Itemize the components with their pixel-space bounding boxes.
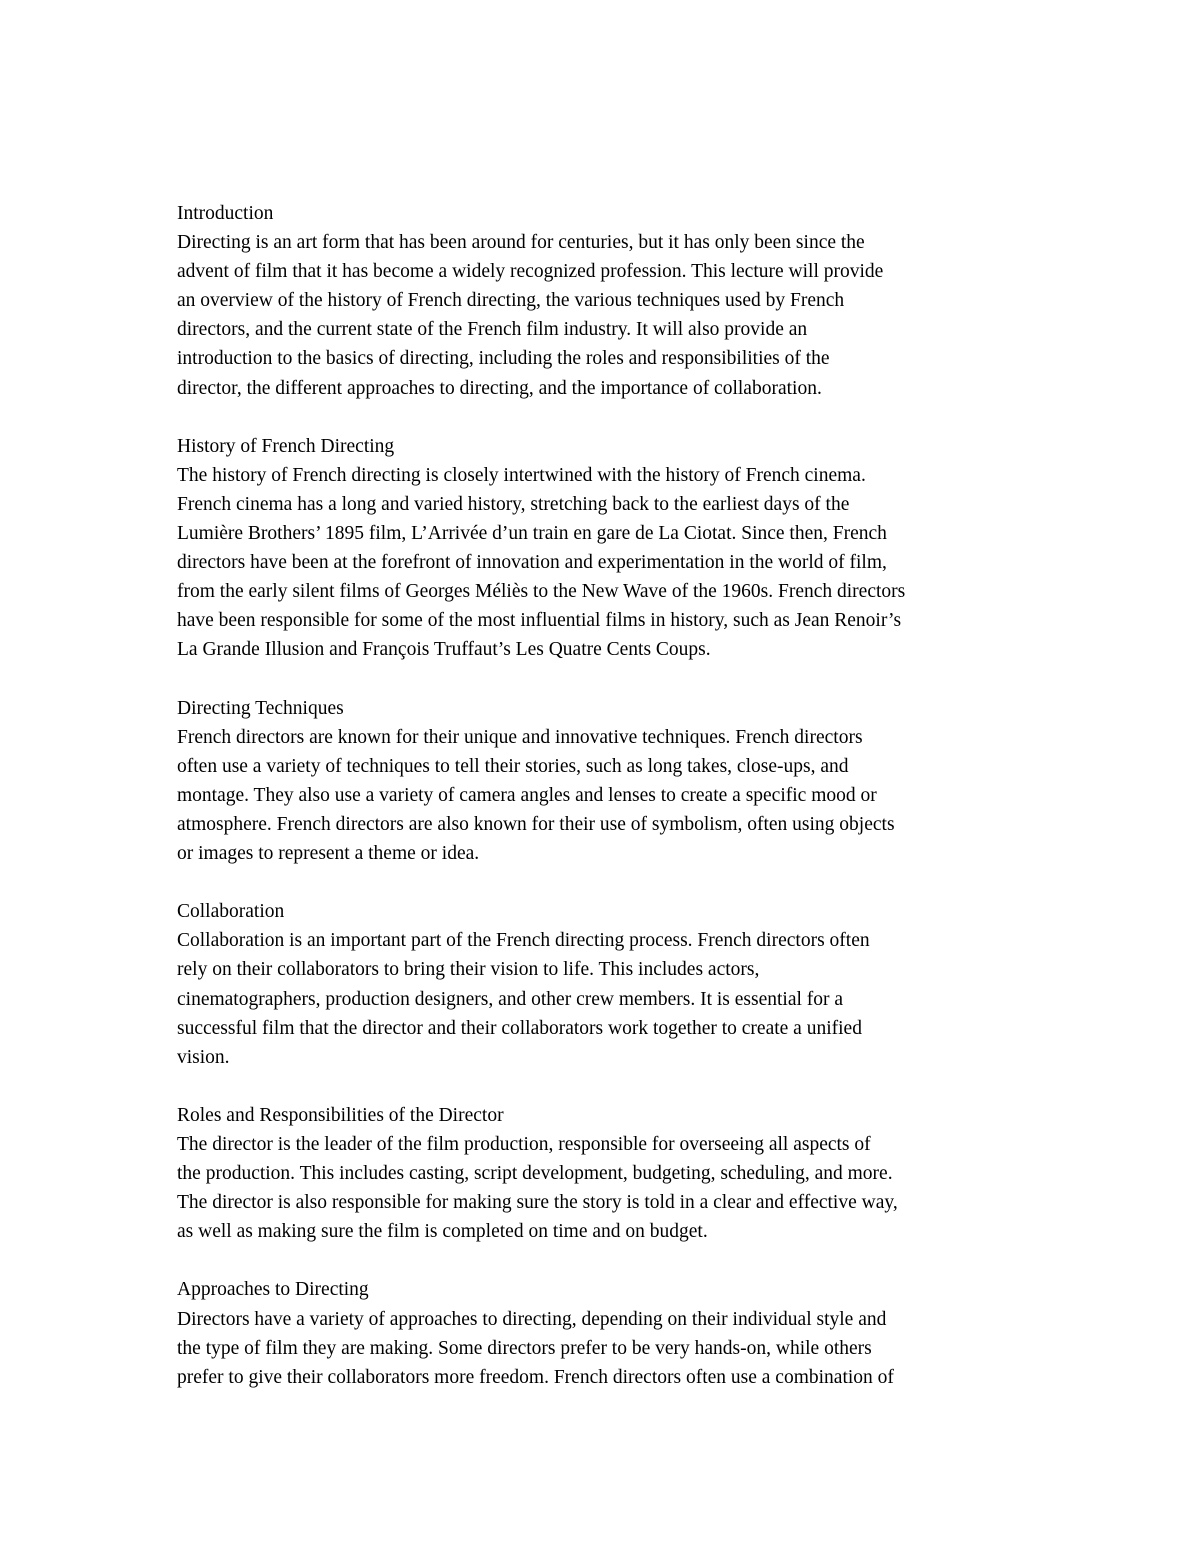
paragraph-line: often use a variety of techniques to tell their stories, such as long takes, close-ups, and xyxy=(177,755,849,777)
paragraph-line: successful film that the director and their collaborators work together to create a unified xyxy=(177,1017,862,1039)
section-heading: Collaboration xyxy=(177,901,285,923)
paragraph-line: cinematographers, production designers, and other crew members. It is essential for a xyxy=(177,988,844,1010)
paragraph-line: as well as making sure the film is completed on time and on budget. xyxy=(177,1221,708,1243)
paragraph-line: vision. xyxy=(177,1046,230,1068)
paragraph-line: directors, and the current state of the French film industry. It will also provide an xyxy=(177,319,808,341)
paragraph-line: French directors are known for their unique and innovative techniques. French directors xyxy=(177,726,863,748)
paragraph-line: French cinema has a long and varied history, stretching back to the earliest days of the xyxy=(177,493,850,515)
section-heading: Introduction xyxy=(177,203,274,224)
section-heading: History of French Directing xyxy=(177,435,395,457)
paragraph-line: The history of French directing is closely intertwined with the history of French cinema. xyxy=(177,464,866,486)
section-history xyxy=(177,432,1057,665)
paragraph-line: Collaboration is an important part of the French directing process. French directors often xyxy=(177,930,870,952)
paragraph-line: from the early silent films of Georges Méliès to the New Wave of the 1960s. French directors xyxy=(177,581,906,603)
paragraph-line: advent of film that it has become a widely recognized profession. This lecture will provide xyxy=(177,261,884,283)
paragraph-line: have been responsible for some of the most influential films in history, such as Jean Renoir’s xyxy=(177,610,902,632)
section-techniques xyxy=(177,694,1057,869)
paragraph-line: prefer to give their collaborators more freedom. French directors often use a combination of xyxy=(177,1366,894,1388)
section-introduction xyxy=(177,199,1057,403)
paragraph-line: director, the different approaches to directing, and the importance of collaboration. xyxy=(177,377,822,399)
document-body xyxy=(177,199,1057,1421)
section-roles xyxy=(177,1101,1057,1246)
section-collaboration xyxy=(177,897,1057,1072)
paragraph-line: introduction to the basics of directing, including the roles and responsibilities of the xyxy=(177,348,830,370)
paragraph-line: Directors have a variety of approaches to directing, depending on their individual style and xyxy=(177,1308,887,1330)
paragraph-line: or images to represent a theme or idea. xyxy=(177,843,480,865)
paragraph-line: La Grande Illusion and François Truffaut’s Les Quatre Cents Coups. xyxy=(177,639,711,661)
section-heading: Roles and Responsibilities of the Director xyxy=(177,1104,504,1126)
paragraph-line: the type of film they are making. Some directors prefer to be very hands-on, while others xyxy=(177,1337,872,1359)
paragraph-line: directors have been at the forefront of innovation and experimentation in the world of film, xyxy=(177,552,887,574)
section-approaches xyxy=(177,1275,1057,1391)
paragraph-line: the production. This includes casting, script development, budgeting, scheduling, and more. xyxy=(177,1163,893,1185)
section-heading: Approaches to Directing xyxy=(177,1279,369,1301)
paragraph-line: The director is also responsible for making sure the story is told in a clear and effective way, xyxy=(177,1192,898,1214)
paragraph-line: rely on their collaborators to bring their vision to life. This includes actors, xyxy=(177,959,760,981)
paragraph-line: Directing is an art form that has been around for centuries, but it has only been since the xyxy=(177,232,865,254)
paragraph-line: atmosphere. French directors are also known for their use of symbolism, often using objects xyxy=(177,813,895,835)
paragraph-line: montage. They also use a variety of camera angles and lenses to create a specific mood or xyxy=(177,784,877,806)
section-heading: Directing Techniques xyxy=(177,697,344,719)
paragraph-line: an overview of the history of French directing, the various techniques used by French xyxy=(177,290,845,312)
paragraph-line: The director is the leader of the film production, responsible for overseeing all aspects of xyxy=(177,1134,871,1155)
paragraph-line: Lumière Brothers’ 1895 film, L’Arrivée d’un train en gare de La Ciotat. Since then, French xyxy=(177,523,887,545)
